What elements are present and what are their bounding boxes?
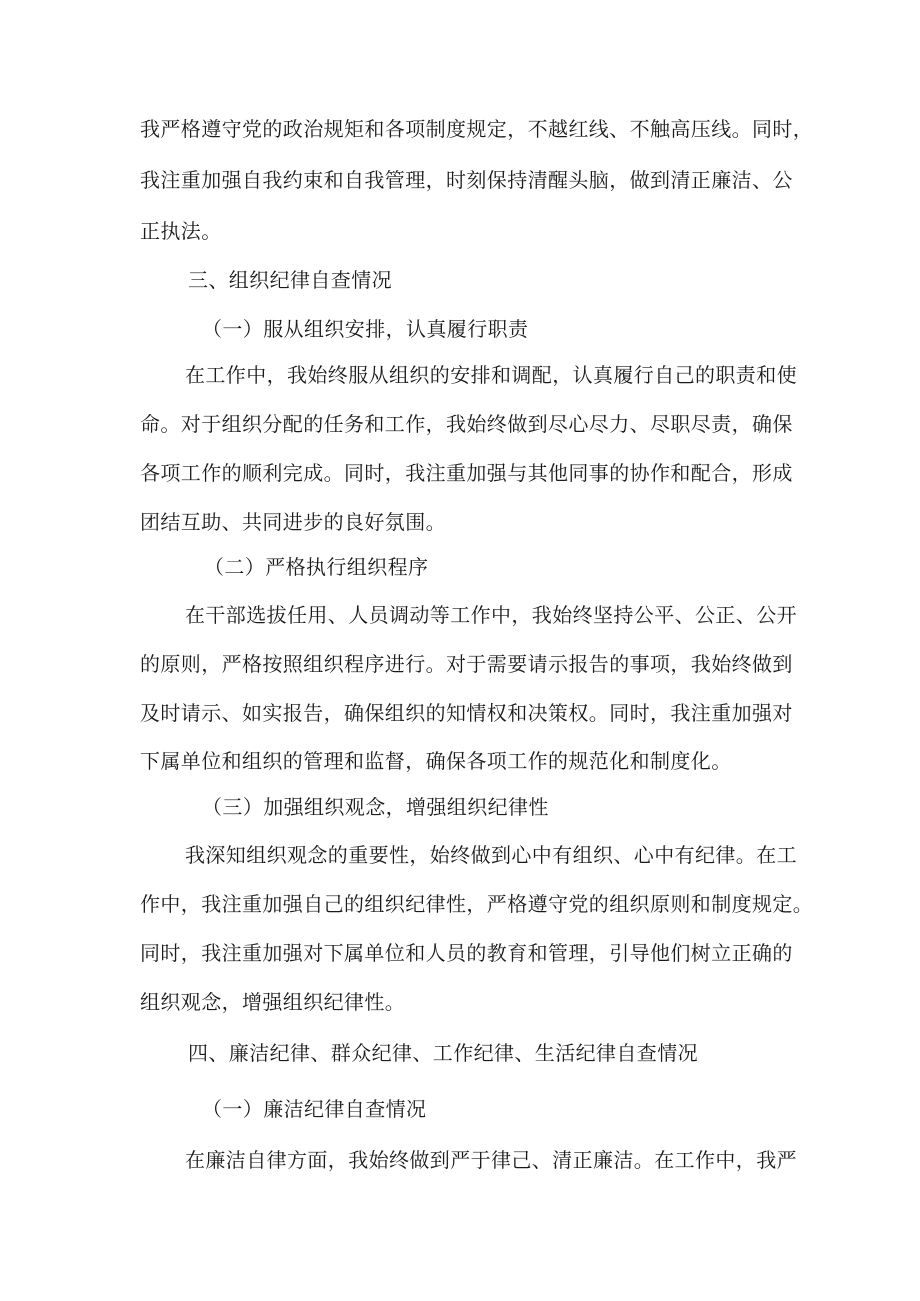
paragraph-line: 同时，我注重加强对下属单位和人员的教育和管理，引导他们树立正确的 [140,941,793,965]
subsection-heading: （一）廉洁纪律自查情况 [202,1097,427,1121]
paragraph-line: 下属单位和组织的管理和监督，确保各项工作的规范化和制度化。 [140,749,732,773]
paragraph-line: 的原则，严格按照组织程序进行。对于需要请示报告的事项，我始终做到 [140,652,793,676]
paragraph-line: 各项工作的顺利完成。同时，我注重加强与其他同事的协作和配合，形成 [140,461,793,485]
paragraph-line: 在干部选拔任用、人员调动等工作中，我始终坚持公平、公正、公开 [185,603,797,627]
subsection-heading: （三）加强组织观念，增强组织纪律性 [202,795,549,819]
section-heading: 四、廉洁纪律、群众纪律、工作纪律、生活纪律自查情况 [188,1041,698,1065]
subsection-heading: （一）服从组织安排，认真履行职责 [202,317,529,341]
paragraph-line: 及时请示、如实报告，确保组织的知情权和决策权。同时，我注重加强对 [140,701,793,725]
paragraph-line: 我深知组织观念的重要性，始终做到心中有组织、心中有纪律。在工 [185,843,797,867]
paragraph-line: 正执法。 [140,219,222,243]
paragraph-line: 命。对于组织分配的任务和工作，我始终做到尽心尽力、尽职尽责，确保 [140,412,793,436]
paragraph-line: 作中，我注重加强自己的组织纪律性，严格遵守党的组织原则和制度规定。 [140,892,814,916]
paragraph-line: 在工作中，我始终服从组织的安排和调配，认真履行自己的职责和使 [185,363,797,387]
paragraph-line: 我注重加强自我约束和自我管理，时刻保持清醒头脑，做到清正廉洁、公 [140,168,793,192]
paragraph-line: 组织观念，增强组织纪律性。 [140,990,406,1014]
paragraph-line: 在廉洁自律方面，我始终做到严于律己、清正廉洁。在工作中，我严 [185,1148,797,1172]
subsection-heading: （二）严格执行组织程序 [204,555,429,579]
paragraph-line: 团结互助、共同进步的良好氛围。 [140,510,446,534]
paragraph-line: 我严格遵守党的政治规矩和各项制度规定，不越红线、不触高压线。同时， [140,117,814,141]
section-heading: 三、组织纪律自查情况 [188,268,392,292]
